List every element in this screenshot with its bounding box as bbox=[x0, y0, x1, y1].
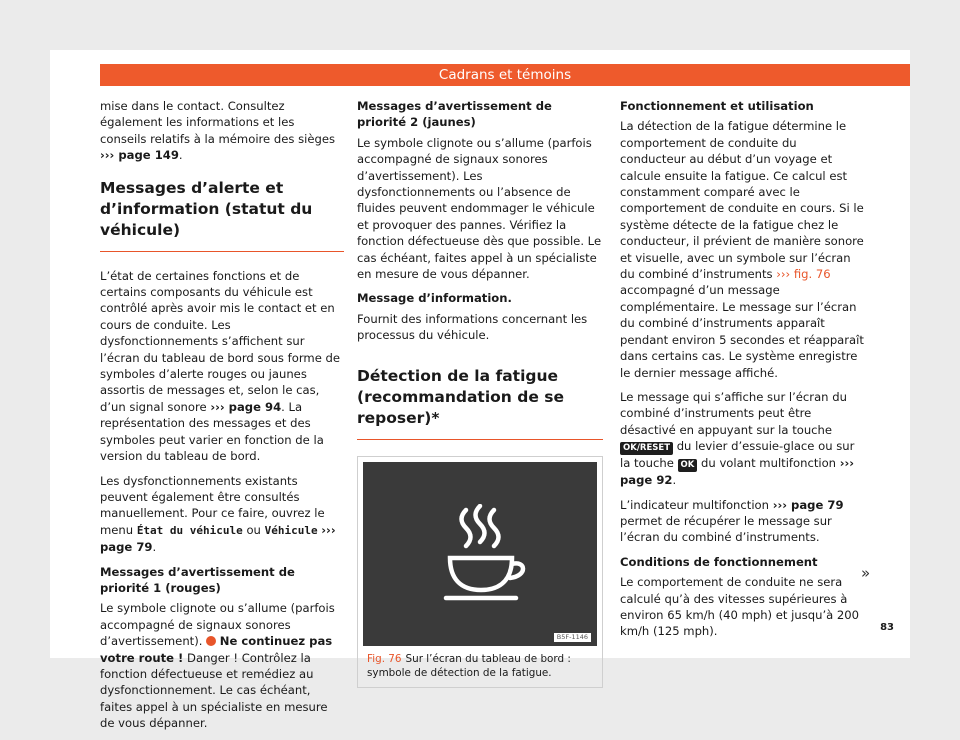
ok-reset-key-icon: OK/RESET bbox=[620, 442, 673, 455]
page-link[interactable]: ››› page 94 bbox=[210, 399, 282, 414]
menu-name: État du véhicule bbox=[136, 523, 243, 537]
paragraph: Le symbole clignote ou s’allume (parfois accompagné de signaux sonores d’avertissement). Ne continuez pas votre route ! Danger ! Contrôlez la fonction défectueuse et remédiez au dysfonctionnement. Le cas échéant, faites appel à un spécialiste en mesure de vous dépanner. bbox=[100, 601, 335, 731]
coffee-cup-icon bbox=[436, 504, 536, 604]
section-header: Cadrans et témoins bbox=[100, 64, 910, 86]
subheading-info: Message d’information. bbox=[357, 291, 512, 306]
subheading-conditions: Conditions de fonctionnement bbox=[620, 554, 818, 569]
figure-76 bbox=[357, 456, 603, 688]
menu-name: Véhicule bbox=[264, 523, 318, 537]
subheading-function: Fonctionnement et utilisation bbox=[620, 99, 814, 113]
page-link[interactable]: ››› page 79 bbox=[772, 497, 844, 512]
intro-paragraph: mise dans le contact. Consultez également les informations et les conseils relatifs à la mémoire des sièges ››› page 149. bbox=[100, 99, 336, 163]
paragraph: Le comportement de conduite ne sera calculé qu’à des vitesses supérieures à environ 65 km/h (40 mph) et jusqu’à 200 km/h (125 mph). bbox=[620, 575, 860, 639]
figure-link[interactable]: ››› fig. 76 bbox=[776, 267, 831, 282]
subheading-priority-2: Messages d’avertissement de priorité 2 (jaunes) bbox=[357, 99, 552, 130]
paragraph: Le message qui s’affiche sur l’écran du combiné d’instruments peut être désactivé en appuyant sur la touche OK/RESET du levier d’essuie-glace ou sur la touche OK du volant multifonction ››› page 92. bbox=[620, 389, 855, 488]
page-number: 83 bbox=[880, 622, 894, 633]
paragraph: L’indicateur multifonction ››› page 79 permet de récupérer le message sur l’écran du combiné d’instruments. bbox=[620, 497, 844, 545]
paragraph: Le symbole clignote ou s’allume (parfois accompagné de signaux sonores d’avertissement). Les dysfonctionnements ou l’absence de fluides peuvent endommager le véhicule et provoquer des pannes. Vérifiez la fonction défectueuse dès que possible. Le cas échéant, faites appel à un spécialiste en mesure de vous dépanner. bbox=[357, 135, 602, 282]
stop-warning-icon bbox=[206, 636, 216, 646]
paragraph: Les dysfonctionnements existants peuvent également être consultés manuellement. Pour ce faire, ouvrez le menu État du véhicule ou Véhicule ››› page 79. bbox=[100, 473, 336, 555]
figure-code: B5F-1146 bbox=[554, 633, 591, 642]
figure-caption: Fig. 76 Sur l’écran du tableau de bord : symbole de détection de la fatigue. bbox=[367, 652, 571, 679]
section-heading-fatigue: Détection de la fatigue (recommandation de se reposer)* bbox=[357, 366, 603, 440]
section-heading-alerts: Messages d’alerte et d’information (statut du véhicule) bbox=[100, 178, 344, 252]
column-1 bbox=[100, 98, 344, 740]
subheading-priority-1: Messages d’avertissement de priorité 1 (rouges) bbox=[100, 564, 295, 595]
paragraph: Fournit des informations concernant les processus du véhicule. bbox=[357, 311, 588, 343]
ok-key-icon: OK bbox=[678, 459, 698, 472]
column-2 bbox=[357, 98, 603, 688]
paragraph: L’état de certaines fonctions et de certains composants du véhicule est contrôlé après avoir mis le contact et en cours de conduite. Les dysfonctionnements s’affichent sur l’écran du tableau de bord sous forme de symboles d’alerte rouges ou jaunes assortis de messages et, selon le cas, d’un signal sonore ››› page 94. La représentation des messages et des symboles peut varier en fonction de la version du tableau de bord. bbox=[100, 268, 340, 464]
page-link[interactable]: ››› page 79 bbox=[100, 522, 336, 555]
page-link[interactable]: ››› page 149 bbox=[100, 148, 179, 163]
column-3 bbox=[620, 98, 864, 648]
dashboard-screen bbox=[363, 462, 597, 646]
continue-marker: » bbox=[861, 564, 871, 582]
page-link[interactable]: ››› page 92 bbox=[620, 456, 855, 488]
paragraph: La détection de la fatigue détermine le comportement de conduite du conducteur au début d’un voyage et calcule ensuite la fatigue. Ce calcul est constamment comparé avec le comportement de conduite en cours. Si le système détecte de la fatigue chez le conducteur, il prévient de manière sonore et visuelle, avec un symbole sur l’écran du combiné d’instruments ››› fig. 76 accompagné d’un message complémentaire. Le message sur l’écran du combiné d’instruments apparaît pendant environ 5 secondes et réapparaît dans certains cas. Le système enregistre le dernier message affiché. bbox=[620, 119, 864, 380]
